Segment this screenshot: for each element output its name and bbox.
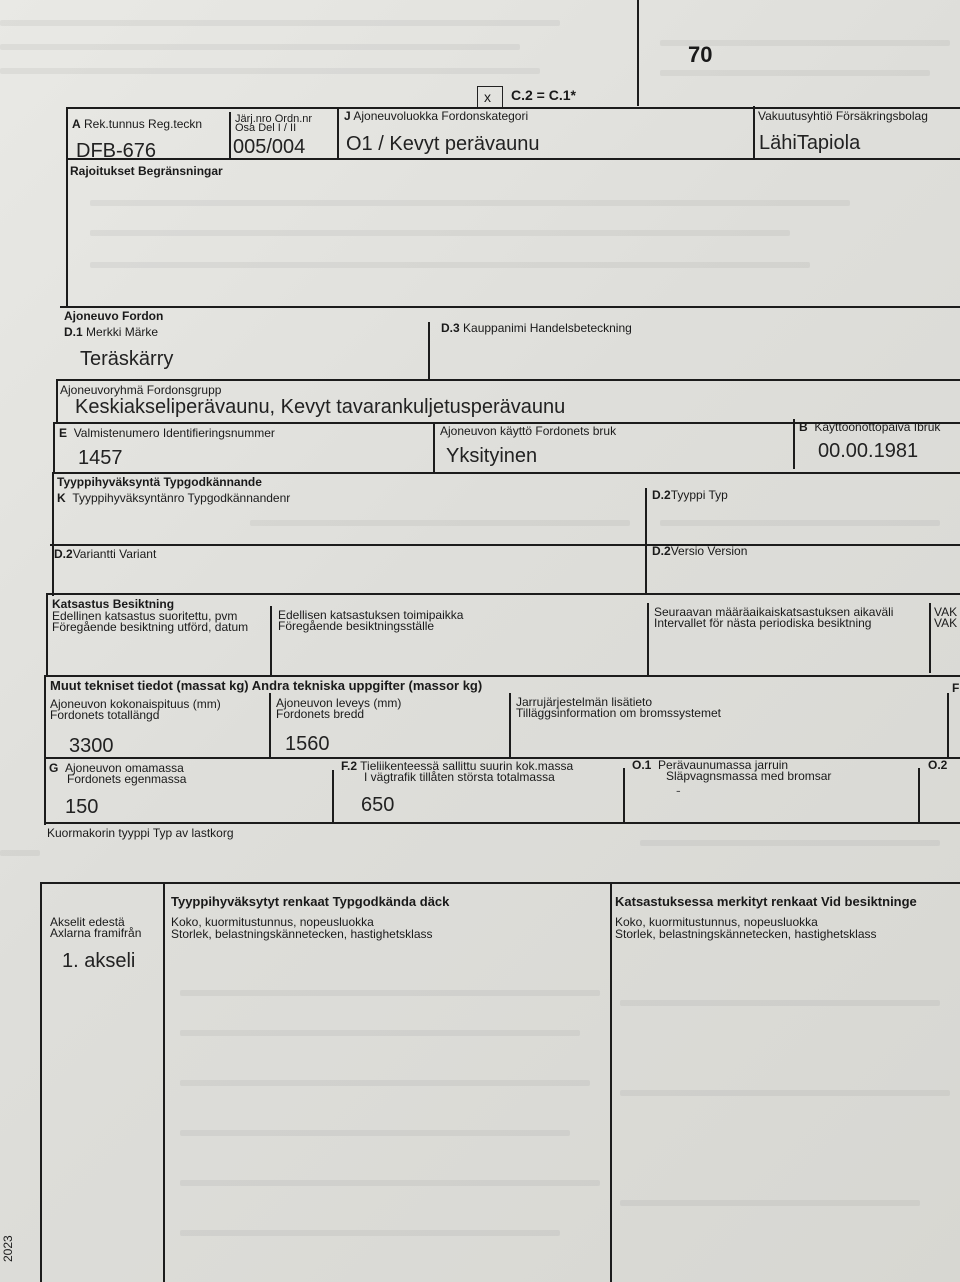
rule-v	[270, 606, 272, 676]
inspected-tyres-sub: Koko, kuormitustunnus, nopeusluokka	[615, 915, 818, 929]
bleed-through-text	[660, 70, 930, 76]
f-stub-label: F	[952, 681, 960, 695]
bleed-through-text	[90, 262, 810, 268]
bleed-through-text	[180, 1230, 560, 1236]
vehicle-group-value: Keskiakseliperävaunu, Kevyt tavarankuljetusperävaunu	[75, 396, 566, 418]
rule-h	[66, 158, 960, 160]
bleed-through-text	[0, 44, 520, 50]
curb-mass-value: 150	[65, 796, 99, 818]
rule-h	[60, 306, 960, 308]
rule-v	[918, 768, 920, 822]
inspected-tyres-sub-sv: Storlek, belastningskännetecken, hastighetsklass	[615, 927, 877, 941]
max-mass-label-sv: I vägtrafik tillåten största totalmassa	[364, 770, 555, 784]
brake-info-label: Jarrujärjestelmän lisätieto	[516, 695, 653, 709]
rule-v	[269, 693, 271, 759]
rule-v	[929, 603, 931, 673]
approved-tyres-sub: Koko, kuormitustunnus, nopeusluokka	[171, 915, 374, 929]
reg-number-value: DFB-676	[76, 140, 157, 162]
vehicle-use-label: Ajoneuvon käyttö Fordonets bruk	[440, 424, 617, 438]
rule-h	[56, 379, 960, 381]
checkbox-label: C.2 = C.1*	[511, 87, 576, 103]
checkbox-mark: x	[484, 89, 491, 105]
total-length-value: 3300	[69, 735, 114, 757]
rule-v	[433, 422, 435, 474]
rule-v	[623, 768, 625, 824]
order-part-label: Osa Del I / II	[235, 122, 297, 134]
bleed-through-text	[0, 850, 40, 856]
c2-checkbox[interactable]	[477, 86, 503, 108]
trade-name-label: D.3 Kauppanimi Handelsbeteckning	[441, 321, 632, 335]
bleed-through-text	[660, 520, 940, 526]
last-inspection-place-label-sv: Föregående besiktningsställe	[278, 619, 435, 633]
axles-label-sv: Axlarna framifrån	[50, 926, 142, 940]
type-label: D.2Tyyppi Typ	[652, 488, 728, 502]
restrictions-label: Rajoitukset Begränsningar	[70, 164, 223, 178]
rule-v	[40, 882, 42, 1282]
side-year: 2023	[1, 1235, 15, 1262]
make-label: D.1 Merkki Märke	[64, 325, 159, 339]
last-inspection-date-label: Edellinen katsastus suoritettu, pvm	[52, 609, 238, 623]
rule-v	[337, 108, 339, 158]
inspection-interval-label-sv: Intervallet för nästa periodiska besiktning	[654, 616, 872, 630]
top-vertical-rule	[637, 0, 639, 106]
variant-label: D.2Variantti Variant	[54, 547, 157, 561]
vehicle-category-label: J Ajoneuvoluokka Fordonskategori	[344, 109, 529, 123]
bleed-through-text	[250, 520, 630, 526]
rule-v	[793, 419, 795, 469]
rule-v	[163, 884, 165, 1282]
bleed-through-text	[620, 1000, 940, 1006]
insurer-value: LähiTapiola	[759, 132, 861, 154]
body-type-label: Kuormakorin tyyppi Typ av lastkorg	[47, 826, 234, 840]
last-inspection-place-label: Edellisen katsastuksen toimipaikka	[278, 608, 464, 622]
rule-h	[44, 822, 960, 824]
inspected-tyres-heading: Katsastuksessa merkityt renkaat Vid besiktninge	[615, 894, 917, 909]
max-mass-label: F.2 Tieliikenteessä sallittu suurin kok.massa	[341, 759, 574, 773]
rule-v	[509, 693, 511, 757]
approved-tyres-heading: Tyyppihyväksytyt renkaat Typgodkända däck	[171, 894, 450, 909]
rule-v	[229, 112, 231, 158]
page-number: 70	[688, 42, 713, 67]
bleed-through-text	[0, 68, 540, 74]
rule-v	[52, 472, 54, 596]
rule-v	[53, 422, 55, 474]
bleed-through-text	[0, 20, 560, 26]
rule-h	[50, 544, 960, 546]
bleed-through-text	[180, 1080, 590, 1086]
rule-h	[52, 472, 960, 474]
type-approval-number-label: K Tyyppihyväksyntänro Typgodkännandenr	[57, 491, 291, 505]
bleed-through-text	[180, 1180, 600, 1186]
vin-label: E Valmistenumero Identifieringsnummer	[59, 426, 275, 440]
inspection-interval-label: Seuraavan määräaikaiskatsastuksen aikaväli	[654, 605, 894, 619]
curb-mass-label-sv: Fordonets egenmassa	[67, 772, 187, 786]
braked-trailer-mass-label: O.1 Perävaunumassa jarruin	[632, 758, 789, 772]
vak-label: VAK	[934, 605, 958, 619]
first-use-date-label: B Käyttöönottopäivä Ibruk	[799, 420, 941, 434]
bleed-through-text	[90, 230, 790, 236]
total-length-label: Ajoneuvon kokonaispituus (mm)	[50, 697, 221, 711]
rule-v	[647, 603, 649, 675]
vehicle-group-label: Ajoneuvoryhmä Fordonsgrupp	[60, 383, 222, 397]
axles-label: Akselit edestä	[50, 915, 125, 929]
width-value: 1560	[285, 733, 330, 755]
rule-v	[44, 675, 46, 825]
insurer-label: Vakuutusyhtiö Försäkringsbolag	[758, 109, 928, 123]
total-length-label-sv: Fordonets totallängd	[50, 708, 160, 722]
vehicle-category-value: O1 / Kevyt perävaunu	[346, 133, 540, 155]
rule-v	[947, 693, 949, 757]
o2-label: O.2	[928, 758, 948, 772]
bleed-through-text	[620, 1200, 920, 1206]
last-inspection-date-label-sv: Föregående besiktning utförd, datum	[52, 620, 249, 634]
rule-v	[753, 106, 755, 158]
rule-v	[46, 593, 48, 677]
rule-h	[46, 675, 960, 677]
axle-value: 1. akseli	[62, 950, 136, 972]
order-number-label: Järj.nro Ordn.nr	[235, 113, 313, 125]
brake-info-label-sv: Tilläggsinformation om bromssystemet	[516, 706, 721, 720]
bleed-through-text	[620, 1090, 950, 1096]
reg-number-label: A Rek.tunnus Reg.teckn	[72, 117, 203, 131]
braked-trailer-mass-value: -	[676, 782, 681, 798]
bleed-through-text	[180, 1030, 580, 1036]
approved-tyres-sub-sv: Storlek, belastningskännetecken, hastighetsklass	[171, 927, 433, 941]
order-number-value: 005/004	[233, 136, 306, 158]
max-mass-value: 650	[361, 794, 395, 816]
vin-value: 1457	[78, 447, 123, 469]
width-label-sv: Fordonets bredd	[276, 707, 365, 721]
inspection-heading: Katsastus Besiktning	[52, 597, 175, 611]
first-use-date-value: 00.00.1981	[818, 440, 919, 462]
rule-v	[645, 488, 647, 594]
rule-h	[40, 882, 960, 884]
width-label: Ajoneuvon leveys (mm)	[276, 696, 402, 710]
rule-v	[56, 379, 58, 423]
type-approval-heading: Tyyppihyväksyntä Typgodkännande	[57, 475, 262, 489]
rule-h	[48, 593, 960, 595]
bleed-through-text	[90, 200, 850, 206]
rule-v	[610, 884, 612, 1282]
make-value: Teräskärry	[80, 348, 174, 370]
bleed-through-text	[180, 1130, 570, 1136]
bleed-through-text	[180, 990, 600, 996]
vehicle-heading: Ajoneuvo Fordon	[64, 309, 164, 323]
vehicle-use-value: Yksityinen	[446, 445, 538, 467]
curb-mass-label: G Ajoneuvon omamassa	[49, 761, 184, 775]
braked-trailer-mass-label-sv: Släpvagnsmassa med bromsar	[666, 769, 832, 783]
bleed-through-text	[640, 840, 940, 846]
rule-v	[66, 107, 68, 307]
rule-v	[428, 322, 430, 380]
technical-heading: Muut tekniset tiedot (massat kg) Andra tekniska uppgifter (massor kg)	[50, 678, 483, 693]
vak-label-sv: VAK	[934, 616, 958, 630]
version-label: D.2Versio Version	[652, 544, 748, 558]
rule-v	[332, 770, 334, 824]
